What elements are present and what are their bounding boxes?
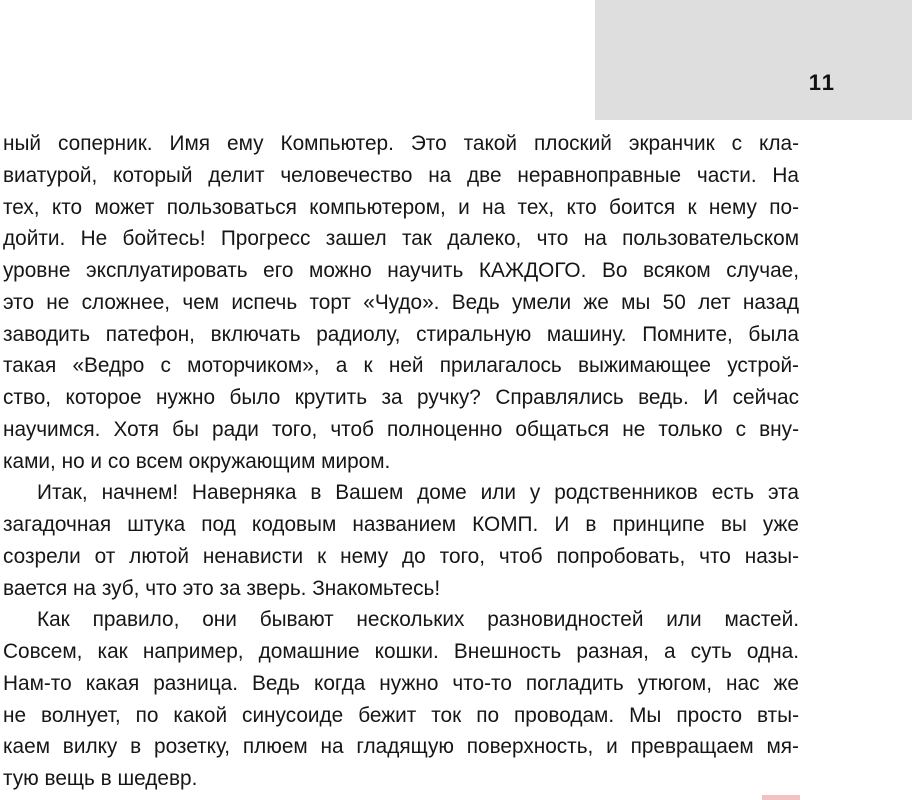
text-line: созрели от лютой ненависти к нему до того, чтоб попробовать, что назы- bbox=[3, 544, 799, 568]
text-line: заводить патефон, включать радиолу, стиральную машину. Помните, была bbox=[3, 322, 799, 346]
text-line: вается на зуб, что это за зверь. Знакомьтесь! bbox=[3, 576, 441, 600]
body-text bbox=[3, 128, 799, 795]
paragraph-1 bbox=[3, 128, 799, 477]
text-line: не волнует, по какой синусоиде бежит ток по проводам. Мы просто вты- bbox=[3, 703, 799, 727]
text-line: Нам-то какая разница. Ведь когда нужно что-то погладить утюгом, нас же bbox=[3, 671, 799, 695]
text-line: научимся. Хотя бы ради того, чтоб полноценно общаться не только с вну- bbox=[3, 417, 799, 441]
text-line: Итак, начнем! Наверняка в Вашем доме или у родственников есть эта bbox=[37, 481, 799, 505]
paragraph-2 bbox=[3, 477, 799, 604]
text-line: дойти. Не бойтесь! Прогресс зашел так далеко, что на пользовательском bbox=[3, 227, 799, 251]
text-line: загадочная штука под кодовым названием КОМП. И в принципе вы уже bbox=[3, 513, 799, 536]
text-line: Как правило, они бывают нескольких разновидностей или мастей. bbox=[37, 608, 799, 632]
text-line: такая «Ведро с моторчиком», а к ней прилагалось выжимающее устрой- bbox=[3, 354, 799, 378]
text-line: Совсем, как например, домашние кошки. Внешность разная, а суть одна. bbox=[3, 640, 799, 663]
page-edge-mark bbox=[762, 795, 800, 800]
paragraph-3 bbox=[3, 604, 799, 795]
text-line: тую вещь в шедевр. bbox=[3, 767, 198, 790]
text-line: виатурой, который делит человечество на две неравноправные части. На bbox=[3, 163, 799, 187]
text-line: тех, кто может пользоваться компьютером, и на тех, кто боится к нему по- bbox=[3, 195, 799, 219]
text-line: ство, которое нужно было крутить за ручку? Справлялись ведь. И сейчас bbox=[3, 386, 799, 409]
text-line: ный соперник. Имя ему Компьютер. Это такой плоский экранчик с кла- bbox=[3, 132, 799, 155]
page-number-panel bbox=[595, 0, 912, 120]
text-line: уровне эксплуатировать его можно научить КАЖДОГО. Во всяком случае, bbox=[3, 259, 799, 282]
text-line: каем вилку в розетку, плюем на гладящую поверхность, и превращаем мя- bbox=[3, 735, 799, 759]
text-line: ками, но и со всем окружающим миром. bbox=[3, 449, 391, 473]
text-line: это не сложнее, чем испечь торт «Чудо». Ведь умели же мы 50 лет назад bbox=[3, 290, 799, 314]
page-number: 11 bbox=[808, 70, 836, 95]
